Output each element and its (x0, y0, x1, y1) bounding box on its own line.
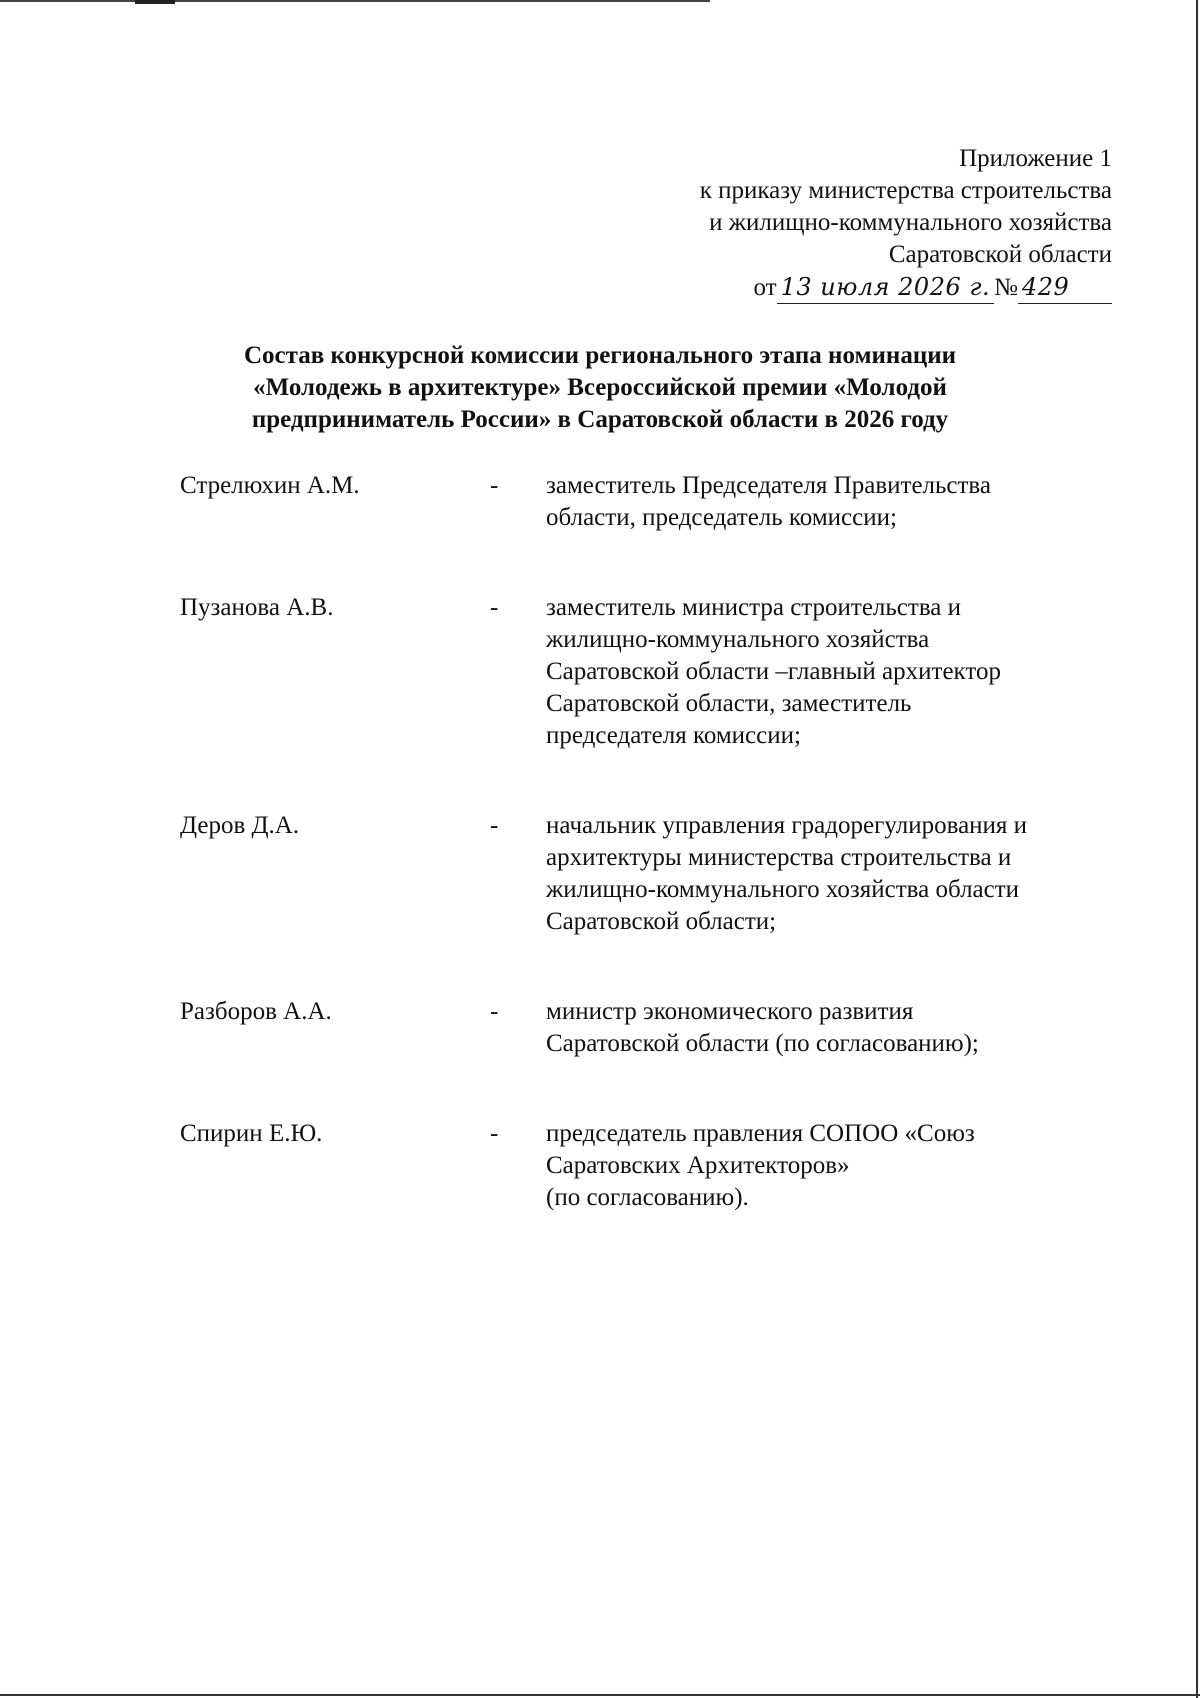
member-name: Деров Д.А. (180, 812, 300, 839)
member-role-line: Саратовской области; (546, 908, 777, 935)
appendix-header (700, 143, 1112, 304)
member-name: Стрелюхин А.М. (180, 472, 360, 499)
member-role-line: начальник управления градорегулирования и (546, 812, 1028, 839)
member-role (546, 1118, 1120, 1214)
member-role-line: Саратовской области –главный архитектор (546, 658, 1001, 685)
appendix-order-line: к приказу министерства строительства (699, 177, 1112, 204)
member-dash: - (490, 1120, 499, 1147)
appendix-date-number-line (700, 271, 1112, 304)
member-row (180, 470, 1120, 534)
member-role-line: Саратовских Архитекторов» (546, 1152, 850, 1179)
member-role-line: министр экономического развития (546, 998, 914, 1025)
member-role-line: Саратовской области, заместитель (546, 690, 912, 717)
scan-border-bottom (0, 1694, 1200, 1696)
member-dash: - (490, 812, 499, 839)
handwritten-number: 429 (1018, 271, 1112, 304)
member-name: Спирин Е.Ю. (180, 1120, 323, 1147)
member-row (180, 592, 1120, 752)
member-role-line: жилищно-коммунального хозяйства области (546, 876, 1020, 903)
member-role-line: архитектуры министерства строительства и (546, 844, 1012, 871)
member-role (546, 810, 1120, 938)
member-role-line: председателя комиссии; (546, 722, 801, 749)
member-name: Пузанова А.В. (180, 594, 334, 621)
title-line: «Молодежь в архитектуре» Всероссийской премии «Молодой (253, 374, 947, 401)
member-role (546, 592, 1120, 752)
member-role-line: (по согласованию). (546, 1184, 749, 1211)
appendix-region-line: Саратовской области (888, 241, 1112, 268)
member-role-line: заместитель министра строительства и (546, 594, 962, 621)
appendix-label: Приложение 1 (959, 145, 1112, 172)
member-name: Разборов А.А. (180, 998, 332, 1025)
member-role-line: области, председатель комиссии; (546, 504, 897, 531)
title-line: предприниматель России» в Саратовской области в 2026 году (251, 406, 949, 433)
handwritten-date: 13 июля 2026 г. (777, 271, 995, 304)
member-row (180, 1118, 1120, 1214)
document-title (170, 340, 1030, 436)
member-role (546, 470, 1120, 534)
scan-border-right (1196, 0, 1198, 1698)
member-dash: - (490, 998, 499, 1025)
member-role-line: жилищно-коммунального хозяйства (546, 626, 930, 653)
number-prefix: № (994, 274, 1018, 301)
member-role (546, 996, 1120, 1060)
member-role-line: заместитель Председателя Правительства (546, 472, 992, 499)
member-dash: - (490, 594, 499, 621)
member-dash: - (490, 472, 499, 499)
scan-mark (135, 0, 175, 4)
member-row (180, 996, 1120, 1060)
scan-border-top (0, 0, 710, 2)
member-row (180, 810, 1120, 938)
date-prefix: от (753, 274, 777, 301)
appendix-ministry-line: и жилищно-коммунального хозяйства (709, 209, 1112, 236)
commission-members-list (180, 470, 1120, 1214)
title-line: Состав конкурсной комиссии регионального этапа номинации (243, 342, 957, 369)
member-role-line: Саратовской области (по согласованию); (546, 1030, 979, 1057)
member-role-line: председатель правления СОПОО «Союз (546, 1120, 975, 1147)
